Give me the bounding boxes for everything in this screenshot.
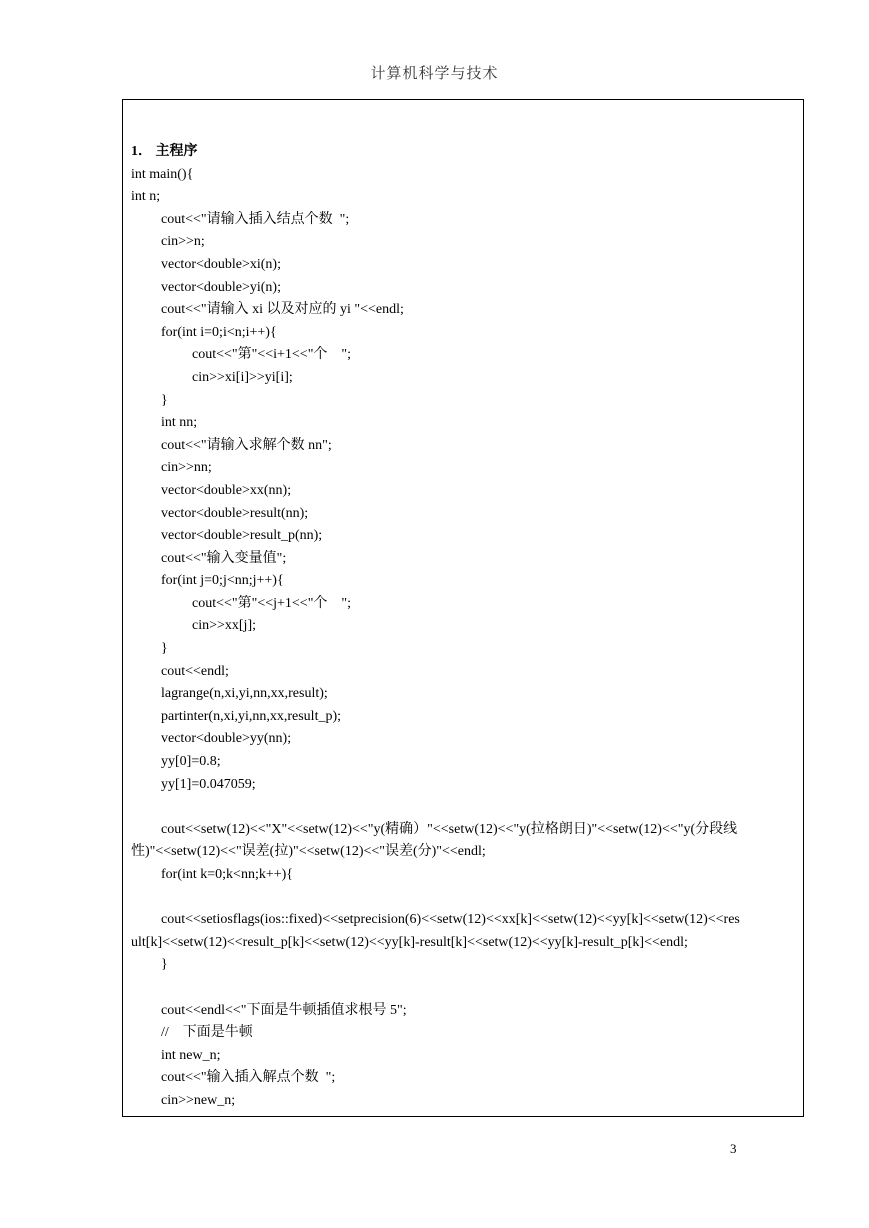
code-line: int nn; (161, 415, 198, 431)
code-line: vector<double>result(nn); (161, 505, 309, 521)
code-line: cout<<"请输入 xi 以及对应的 yi "<<endl; (161, 302, 404, 318)
code-line: vector<double>result_p(nn); (161, 528, 323, 544)
blank-line (131, 887, 797, 910)
code-line: for(int i=0;i<n;i++){ (161, 324, 277, 340)
code-line: cin>>nn; (161, 460, 212, 476)
section-title: 1． 主程序 (131, 144, 198, 159)
code-line: cin>>xx[j]; (192, 618, 256, 634)
code-line: cout<<"第"<<i+1<<"个 "; (192, 347, 352, 363)
code-line: cout<<setw(12)<<"X"<<setw(12)<<"y(精确）"<<setw(12)<<"y(拉格朗日)"<<setw(12)<<"y(分段线 (161, 821, 738, 837)
code-line: } (161, 392, 168, 408)
code-line: vector<double>yi(n); (161, 279, 281, 295)
code-line: // 下面是牛顿 (161, 1025, 253, 1041)
code-line: } (161, 641, 168, 657)
code-line: cout<<endl; (161, 663, 229, 679)
code-line: int main(){ (131, 166, 194, 182)
code-line: cout<<setiosflags(ios::fixed)<<setprecision(6)<<setw(12)<<xx[k]<<setw(12)<<yy[k]<<setw(12)<<res (161, 912, 740, 928)
code-line: cin>>xi[i]>>yi[i]; (192, 369, 293, 385)
code-line: yy[1]=0.047059; (161, 776, 256, 792)
code-line: partinter(n,xi,yi,nn,xx,result_p); (161, 708, 342, 724)
page-header: 计算机科学与技术 (370, 66, 499, 82)
code-line: for(int k=0;k<nn;k++){ (161, 867, 294, 882)
code-line-continuation: ult[k]<<setw(12)<<result_p[k]<<setw(12)<<yy[k]-result[k]<<setw(12)<<yy[k]-result_p[k]<<endl; (131, 934, 688, 950)
code-line: yy[0]=0.8; (161, 754, 221, 770)
code-line: cout<<"输入插入解点个数 "; (161, 1070, 336, 1086)
code-line: vector<double>yy(nn); (161, 731, 292, 747)
code-line: vector<double>xx(nn); (161, 482, 292, 498)
code-line: cout<<endl<<"下面是牛顿插值求根号 5"; (161, 1002, 407, 1018)
code-line: cin>>new_n; (161, 1092, 236, 1108)
code-line: cout<<"请输入求解个数 nn"; (161, 437, 332, 453)
code-line: vector<double>xi(n); (161, 256, 281, 272)
blank-line (131, 977, 797, 1000)
code-block (131, 141, 797, 1113)
code-line-continuation: 性)"<<setw(12)<<"误差(拉)"<<setw(12)<<"误差(分)"<<endl; (131, 844, 486, 860)
code-line: int new_n; (161, 1047, 221, 1063)
code-line: cout<<"输入变量值"; (161, 550, 287, 566)
code-line: } (161, 957, 168, 973)
code-line: int n; (131, 189, 161, 205)
code-line: lagrange(n,xi,yi,nn,xx,result); (161, 686, 328, 702)
code-line: cin>>n; (161, 234, 205, 250)
code-line: cout<<"请输入插入结点个数 "; (161, 211, 350, 227)
code-line: cout<<"第"<<j+1<<"个 "; (192, 595, 352, 611)
code-line: for(int j=0;j<nn;j++){ (161, 573, 284, 589)
blank-line (131, 796, 797, 819)
page-number: 3 (730, 1141, 737, 1156)
